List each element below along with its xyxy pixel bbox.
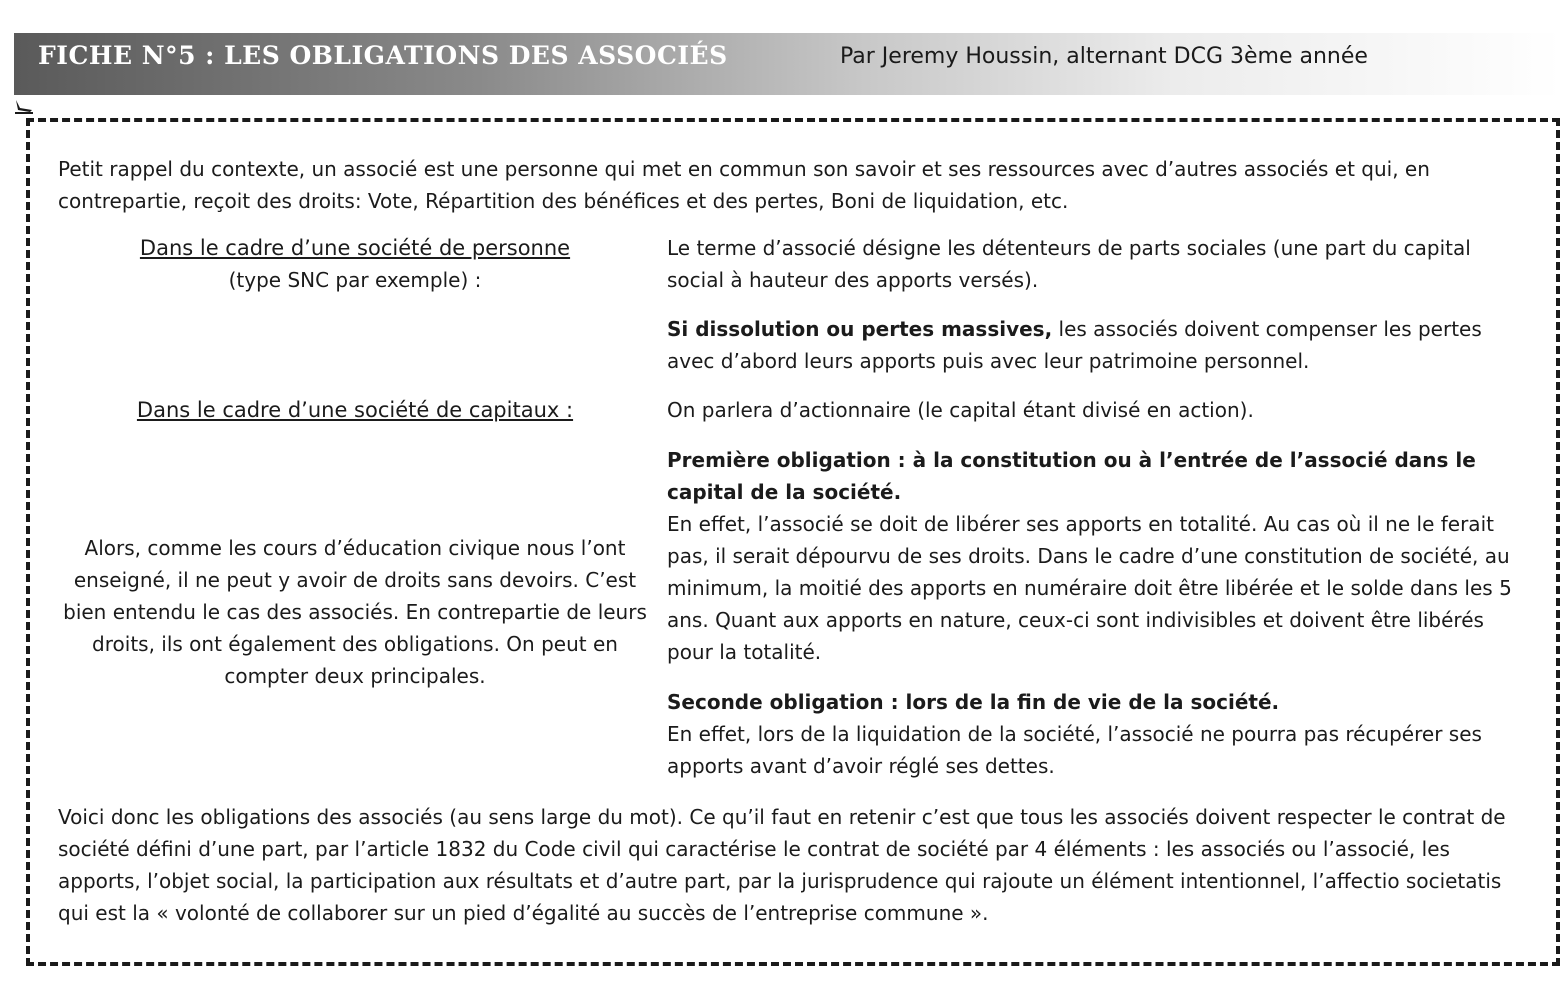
societe-personne-heading-block (55, 232, 655, 296)
first-obligation-text: En effet, l’associé se doit de libérer ses apports en totalité. Au cas où il ne le ferait pas, il serait dépourvu de ses droits. Dans le cadre d’une constitution de société, au minimum, la moitié des apports en numéraire doit être libérée et le solde dans les 5 ans. Quant aux apports en nature, ceux-ci sont indivisibles et doivent être libérés pour la totalité. (667, 512, 1512, 664)
page-title: FICHE N°5 : LES OBLIGATIONS DES ASSOCIÉS (38, 41, 728, 70)
societe-capitaux-heading-block (55, 394, 655, 426)
societe-personne-definition: Le terme d’associé désigne les détenteurs de parts sociales (une part du capital social à hauteur des apports versés). (667, 236, 1471, 292)
obligations-intro-text: Alors, comme les cours d’éducation civique nous l’ont enseigné, il ne peut y avoir de droits sans devoirs. C’est bien entendu le cas des associés. En contrepartie de leurs droits, ils ont également des obligations. On peut en compter deux principales. (63, 536, 647, 688)
dissolution-bold: Si dissolution ou pertes massives, (667, 317, 1053, 341)
societe-capitaux-definition: On parlera d’actionnaire (le capital étant divisé en action). (667, 398, 1254, 422)
first-obligation-title: Première obligation : à la constitution ou à l’entrée de l’associé dans le capital de la société. (667, 448, 1476, 504)
societe-personne-subheading: (type SNC par exemple) : (228, 268, 482, 292)
intro-paragraph: Petit rappel du contexte, un associé est une personne qui met en commun son savoir et ses ressources avec d’autres associés et qui, en contrepartie, reçoit des droits: Vote, Répartition des bénéfices et des pertes, Boni de liquidation, etc. (58, 157, 1430, 213)
second-obligation-block (667, 686, 1527, 782)
conclusion-paragraph: Voici donc les obligations des associés (au sens large du mot). Ce qu’il faut en retenir c’est que tous les associés doivent respecter le contrat de société défini d’une part, par l’article 1832 du Code civil qui caractérise le contrat de société par 4 éléments : les associés ou l’associé, les apports, l’objet social, la participation aux résultats et d’autre part, par la jurisprudence qui rajoute un élément intentionnel, l’affectio societatis qui est la « volonté de collaborer sur un pied d’égalité au succès de l’entreprise commune ». (58, 805, 1506, 925)
second-obligation-text: En effet, lors de la liquidation de la société, l’associé ne pourra pas récupérer ses apports avant d’avoir réglé ses dettes. (667, 722, 1482, 778)
dissolution-paragraph (667, 313, 1527, 377)
dissolution-text: les associés doivent compenser les pertes avec d’abord leurs apports puis avec leur patrimoine personnel. (667, 317, 1482, 373)
pencil-icon (14, 98, 34, 116)
first-obligation-block (667, 444, 1527, 668)
societe-capitaux-heading: Dans le cadre d’une société de capitaux : (136, 398, 574, 422)
author-line: Par Jeremy Houssin, alternant DCG 3ème année (840, 44, 1368, 69)
societe-personne-heading: Dans le cadre d’une société de personne (139, 236, 571, 260)
second-obligation-title: Seconde obligation : lors de la fin de vie de la société. (667, 690, 1280, 714)
